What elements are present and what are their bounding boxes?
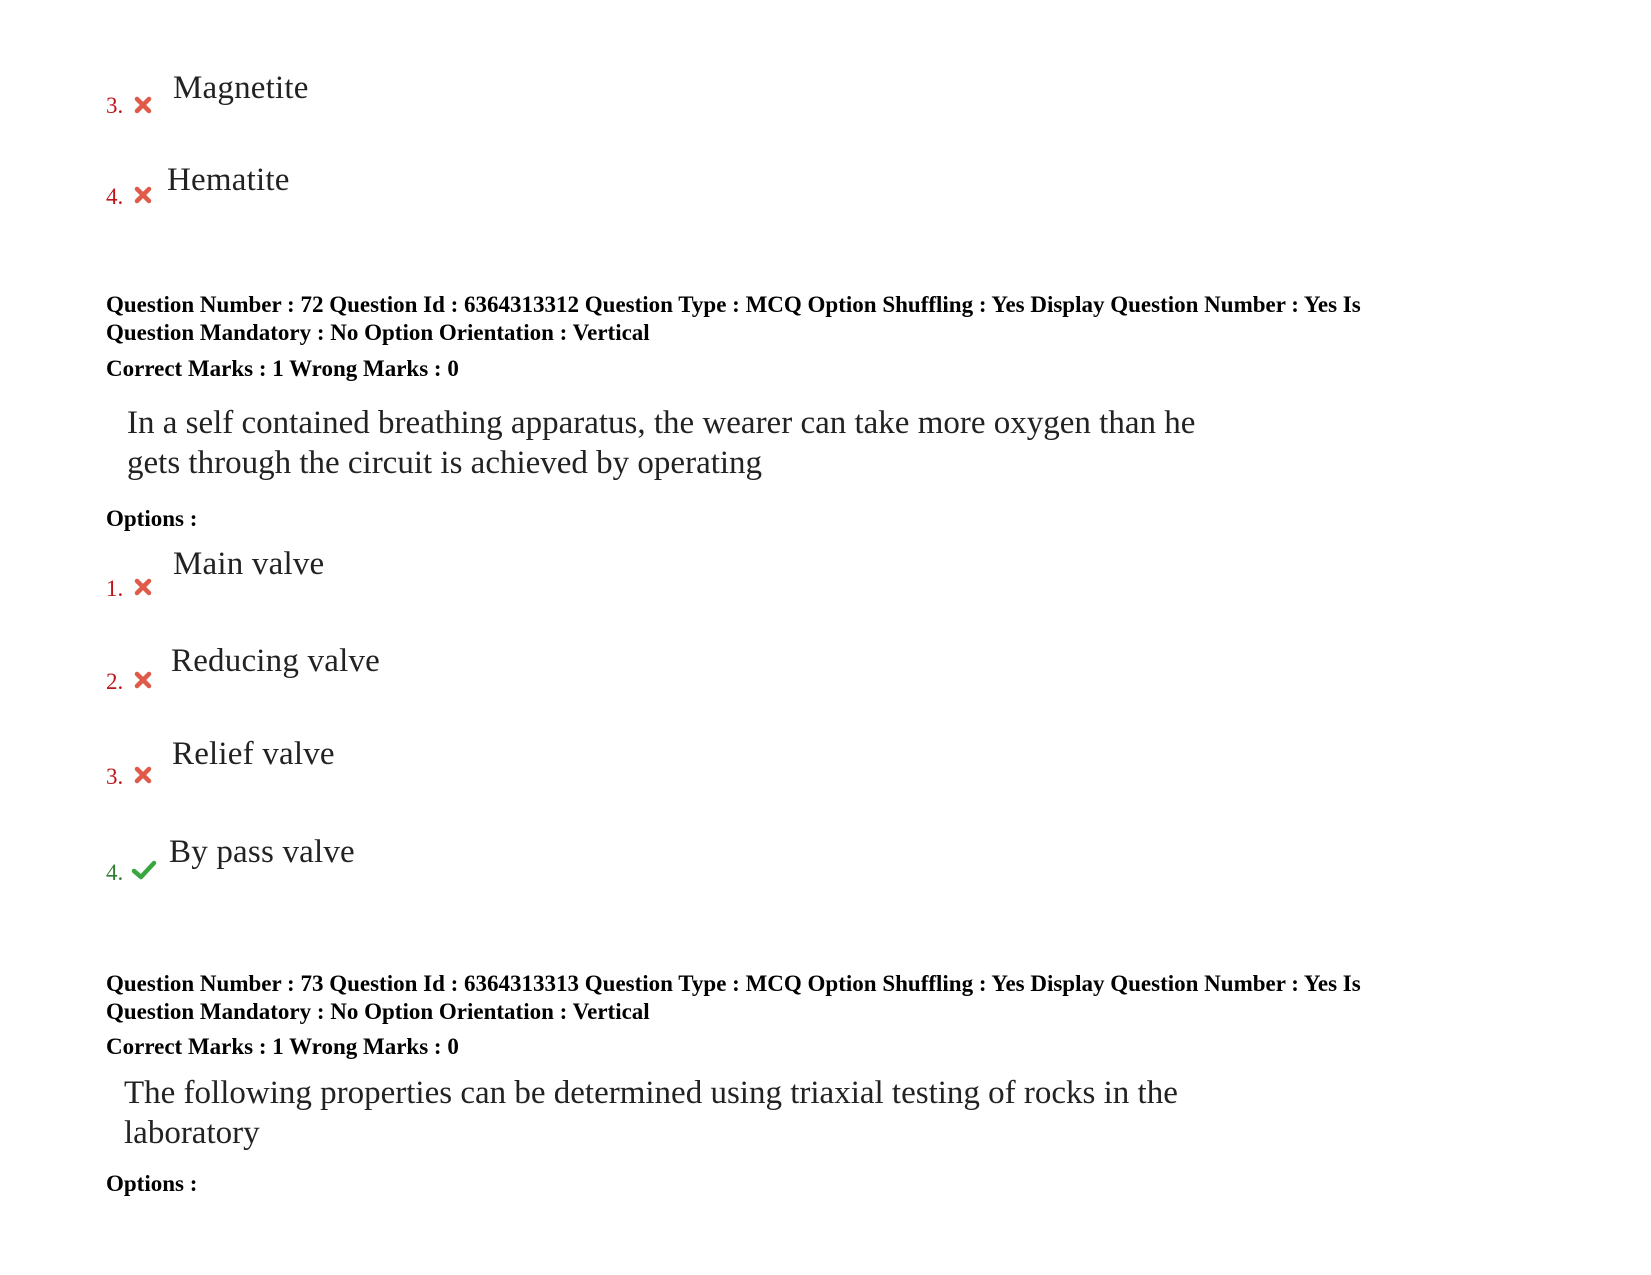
check-icon <box>131 859 157 881</box>
question-meta <box>106 970 1566 1026</box>
cross-icon <box>133 670 153 690</box>
option-number: 2. <box>106 669 124 694</box>
option-text: Reducing valve <box>171 643 380 679</box>
option-text: Magnetite <box>173 70 309 106</box>
question-marks: Correct Marks : 1 Wrong Marks : 0 <box>106 356 459 381</box>
option-text: Relief valve <box>172 736 335 772</box>
question-text <box>127 403 1287 483</box>
question-text-line: In a self contained breathing apparatus, the wearer can take more oxygen than he <box>127 405 1196 441</box>
cross-icon <box>133 765 153 785</box>
option-number: 3. <box>106 93 124 118</box>
option-number: 4. <box>106 184 124 209</box>
question-meta-line: Question Mandatory : No Option Orientation : Vertical <box>106 999 650 1024</box>
option-text: Main valve <box>173 546 325 582</box>
option-text: By pass valve <box>169 834 355 870</box>
question-text-line: The following properties can be determined using triaxial testing of rocks in the <box>124 1075 1178 1111</box>
question-text-line: gets through the circuit is achieved by operating <box>127 445 763 481</box>
option-number: 1. <box>106 576 124 601</box>
question-meta <box>106 291 1566 347</box>
question-meta-line: Question Mandatory : No Option Orientation : Vertical <box>106 320 650 345</box>
cross-icon <box>133 95 153 115</box>
question-meta-line: Question Number : 72 Question Id : 6364313312 Question Type : MCQ Option Shuffling : Yes Display Question Number : Yes Is <box>106 292 1361 317</box>
options-label: Options : <box>106 1171 198 1196</box>
question-text-line: laboratory <box>124 1115 260 1151</box>
cross-icon <box>133 577 153 597</box>
option-number: 4. <box>106 860 124 885</box>
cross-icon <box>133 185 153 205</box>
question-text <box>124 1073 1284 1153</box>
question-meta-line: Question Number : 73 Question Id : 6364313313 Question Type : MCQ Option Shuffling : Yes Display Question Number : Yes Is <box>106 971 1361 996</box>
option-text: Hematite <box>167 162 290 198</box>
option-number: 3. <box>106 764 124 789</box>
question-marks: Correct Marks : 1 Wrong Marks : 0 <box>106 1034 459 1059</box>
options-label: Options : <box>106 506 198 531</box>
